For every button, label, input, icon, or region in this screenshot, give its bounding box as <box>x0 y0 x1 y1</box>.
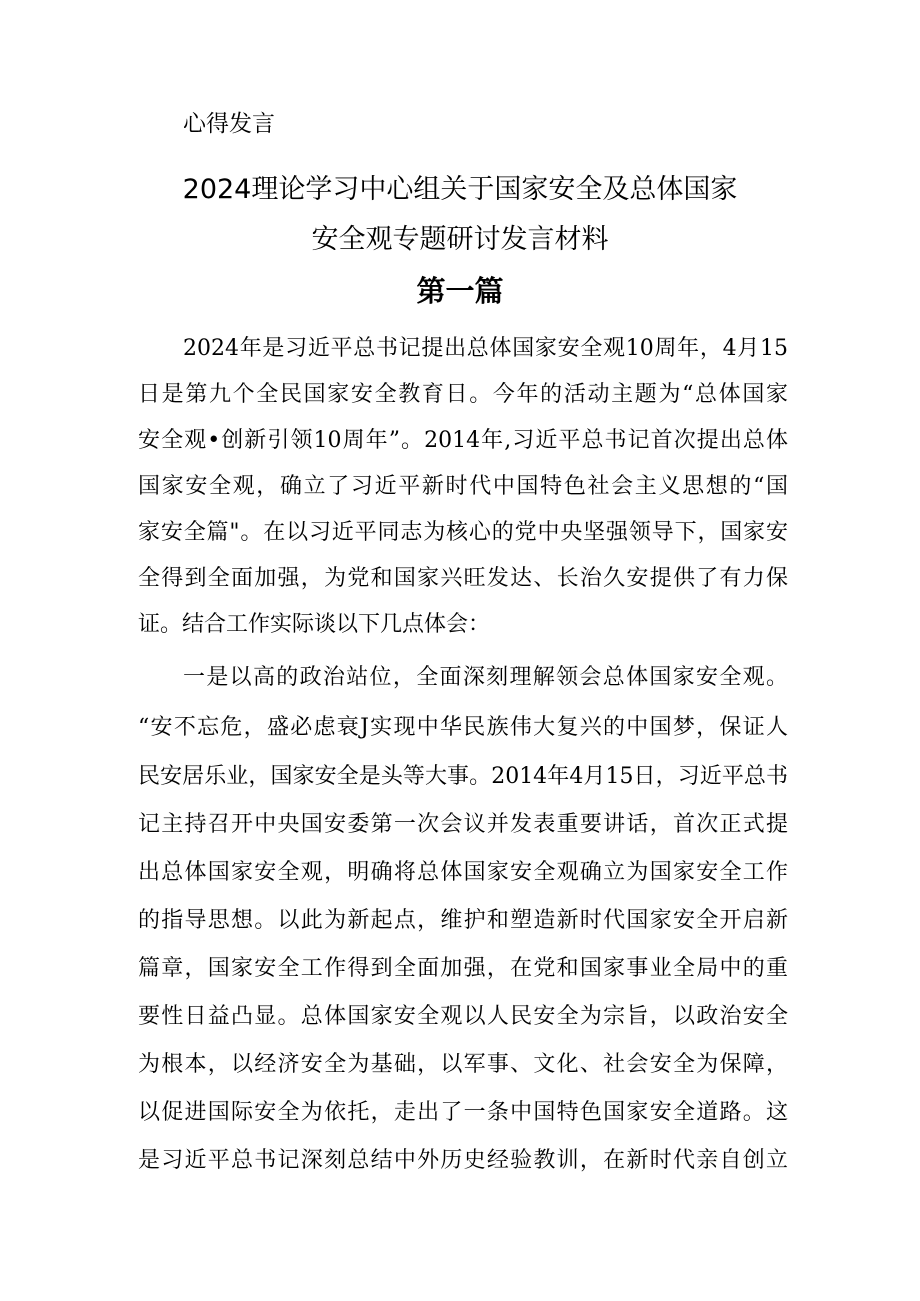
paragraph-2-line: 是习近平总书记深刻总结中外历史经验教训，在新时代亲自创立 <box>138 1148 788 1173</box>
document-title-line-1: 2024理论学习中心组关于国家安全及总体国家 <box>182 174 738 205</box>
paragraph-2-line: 以促进国际安全为依托，走出了一条中国特色国家安全道路。这 <box>138 1100 788 1125</box>
paragraph-1-line: 日是第九个全民国家安全教育日。今年的活动主题为“总体国家 <box>138 382 788 407</box>
paragraph-2-line: 的指导思想。以此为新起点，维护和塑造新时代国家安全开启新 <box>138 908 788 933</box>
paragraph-2-line: 为根本，以经济安全为基础，以军事、文化、社会安全为保障， <box>138 1052 788 1077</box>
paragraph-1-line: 证。结合工作实际谈以下几点体会： <box>138 612 491 637</box>
paragraph-1-line: 国家安全观，确立了习近平新时代中国特色社会主义思想的“国 <box>138 474 788 499</box>
paragraph-2-line: 一是以高的政治站位，全面深刻理解领会总体国家安全观。 <box>183 665 788 690</box>
paragraph-2-line: 出总体国家安全观，明确将总体国家安全观确立为国家安全工作 <box>138 860 788 885</box>
paragraph-2-line: 民安居乐业，国家安全是头等大事。2014年4月15日，习近平总书 <box>138 764 788 789</box>
paragraph-2-line: 要性日益凸显。总体国家安全观以人民安全为宗旨，以政治安全 <box>138 1004 788 1029</box>
paragraph-1-line: 家安全篇"。在以习近平同志为核心的党中央坚强领导下，国家安 <box>138 520 788 545</box>
document-category: 心得发言 <box>183 111 275 137</box>
document-title-line-2: 安全观专题研讨发言材料 <box>311 224 609 255</box>
paragraph-1-line: 全得到全面加强，为党和国家兴旺发达、长治久安提供了有力保 <box>138 566 788 591</box>
paragraph-2-line: 篇章，国家安全工作得到全面加强，在党和国家事业全局中的重 <box>138 956 788 981</box>
paragraph-1-line: 2024年是习近平总书记提出总体国家安全观10周年，4月15 <box>183 336 788 361</box>
paragraph-2-line: “安不忘危，盛必虑衰J实现中华民族伟大复兴的中国梦，保证人 <box>138 715 788 740</box>
paragraph-1-line: 安全观•创新引领10周年”。2014年,习近平总书记首次提出总体 <box>138 428 788 453</box>
document-part-heading: 第一篇 <box>416 274 504 308</box>
paragraph-2-line: 记主持召开中央国安委第一次会议并发表重要讲话，首次正式提 <box>138 812 788 837</box>
